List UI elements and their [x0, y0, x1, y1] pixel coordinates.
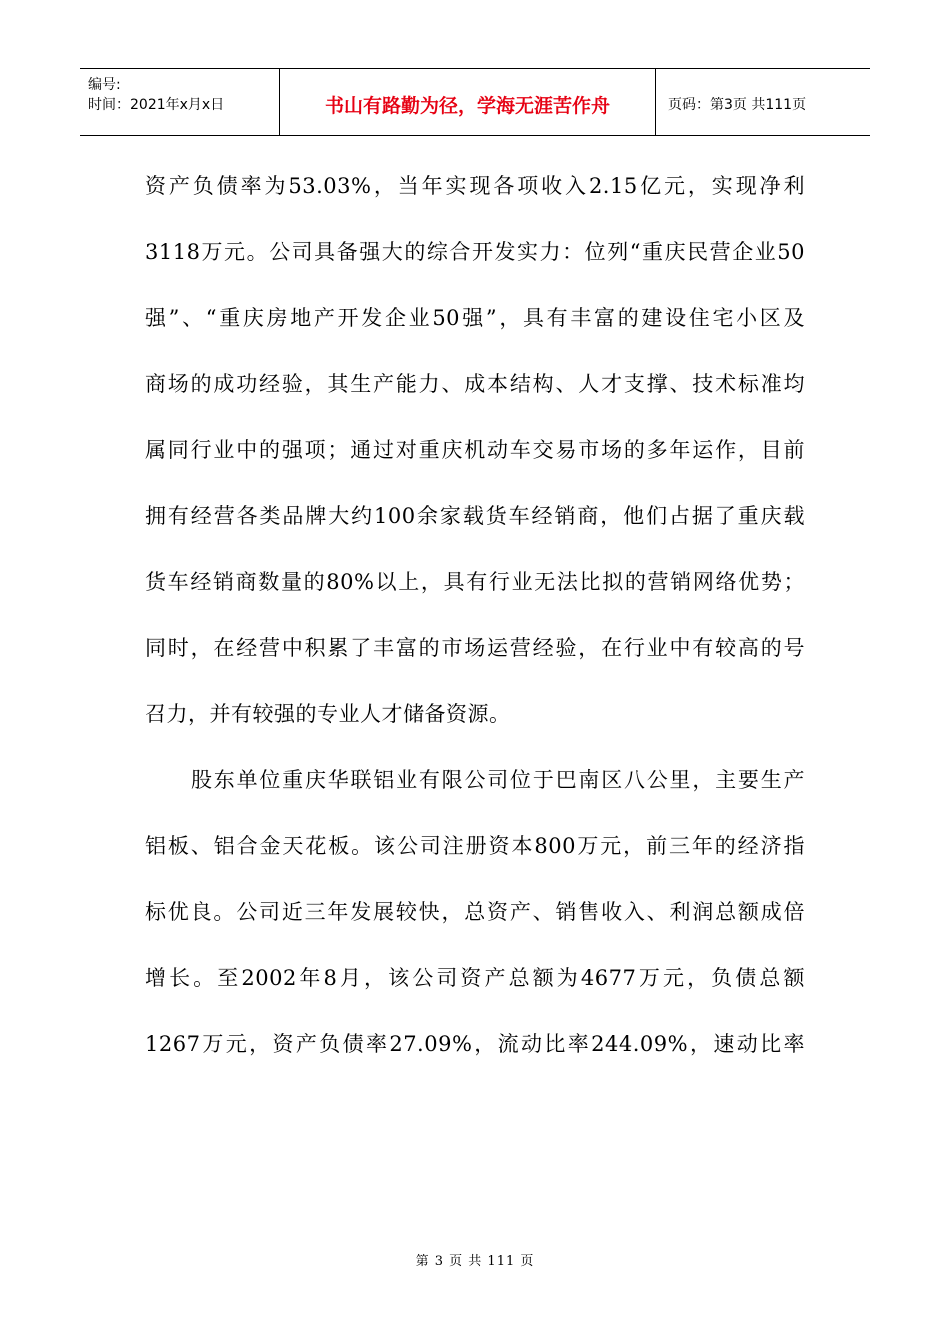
text-line: 增长。至2002年8月，该公司资产总额为4677万元，负债总额 [145, 966, 805, 990]
text-line: 货车经销商数量的80%以上，具有行业无法比拟的营销网络优势； [145, 570, 805, 594]
page-header [80, 68, 870, 136]
header-page-info: 页码：第3页 共111页 [668, 97, 807, 113]
document-number-label: 编号: [88, 77, 121, 93]
text-line: 商场的成功经验，其生产能力、成本结构、人才支撑、技术标准均 [145, 372, 805, 396]
paragraph-first-line: 股东单位重庆华联铝业有限公司位于巴南区八公里，主要生产 [191, 768, 805, 792]
text-line: 强”、“重庆房地产开发企业50强”，具有丰富的建设住宅小区及 [145, 306, 805, 330]
text-line: 属同行业中的强项；通过对重庆机动车交易市场的多年运作，目前 [145, 438, 805, 462]
text-line: 拥有经营各类品牌大约100余家载货车经销商，他们占据了重庆载 [145, 504, 805, 528]
header-motto: 书山有路勤为径，学海无涯苦作舟 [280, 69, 656, 135]
page-footer: 第 3 页 共 111 页 [415, 1254, 535, 1269]
text-line: 同时，在经营中积累了丰富的市场运营经验，在行业中有较高的号 [145, 636, 805, 660]
text-line: 铝板、铝合金天花板。该公司注册资本800万元，前三年的经济指 [145, 834, 805, 858]
document-body [145, 153, 805, 1077]
text-line: 标优良。公司近三年发展较快，总资产、销售收入、利润总额成倍 [145, 900, 805, 924]
text-line: 资产负债率为53.03%，当年实现各项收入2.15亿元，实现净利 [145, 174, 805, 198]
header-meta [80, 69, 280, 135]
document-time-label: 时间：2021年x月x日 [88, 97, 225, 113]
text-line: 3118万元。公司具备强大的综合开发实力：位列“重庆民营企业50 [145, 240, 805, 264]
text-line: 1267万元，资产负债率27.09%，流动比率244.09%，速动比率 [145, 1032, 805, 1056]
text-line: 召力，并有较强的专业人才储备资源。 [145, 702, 511, 726]
